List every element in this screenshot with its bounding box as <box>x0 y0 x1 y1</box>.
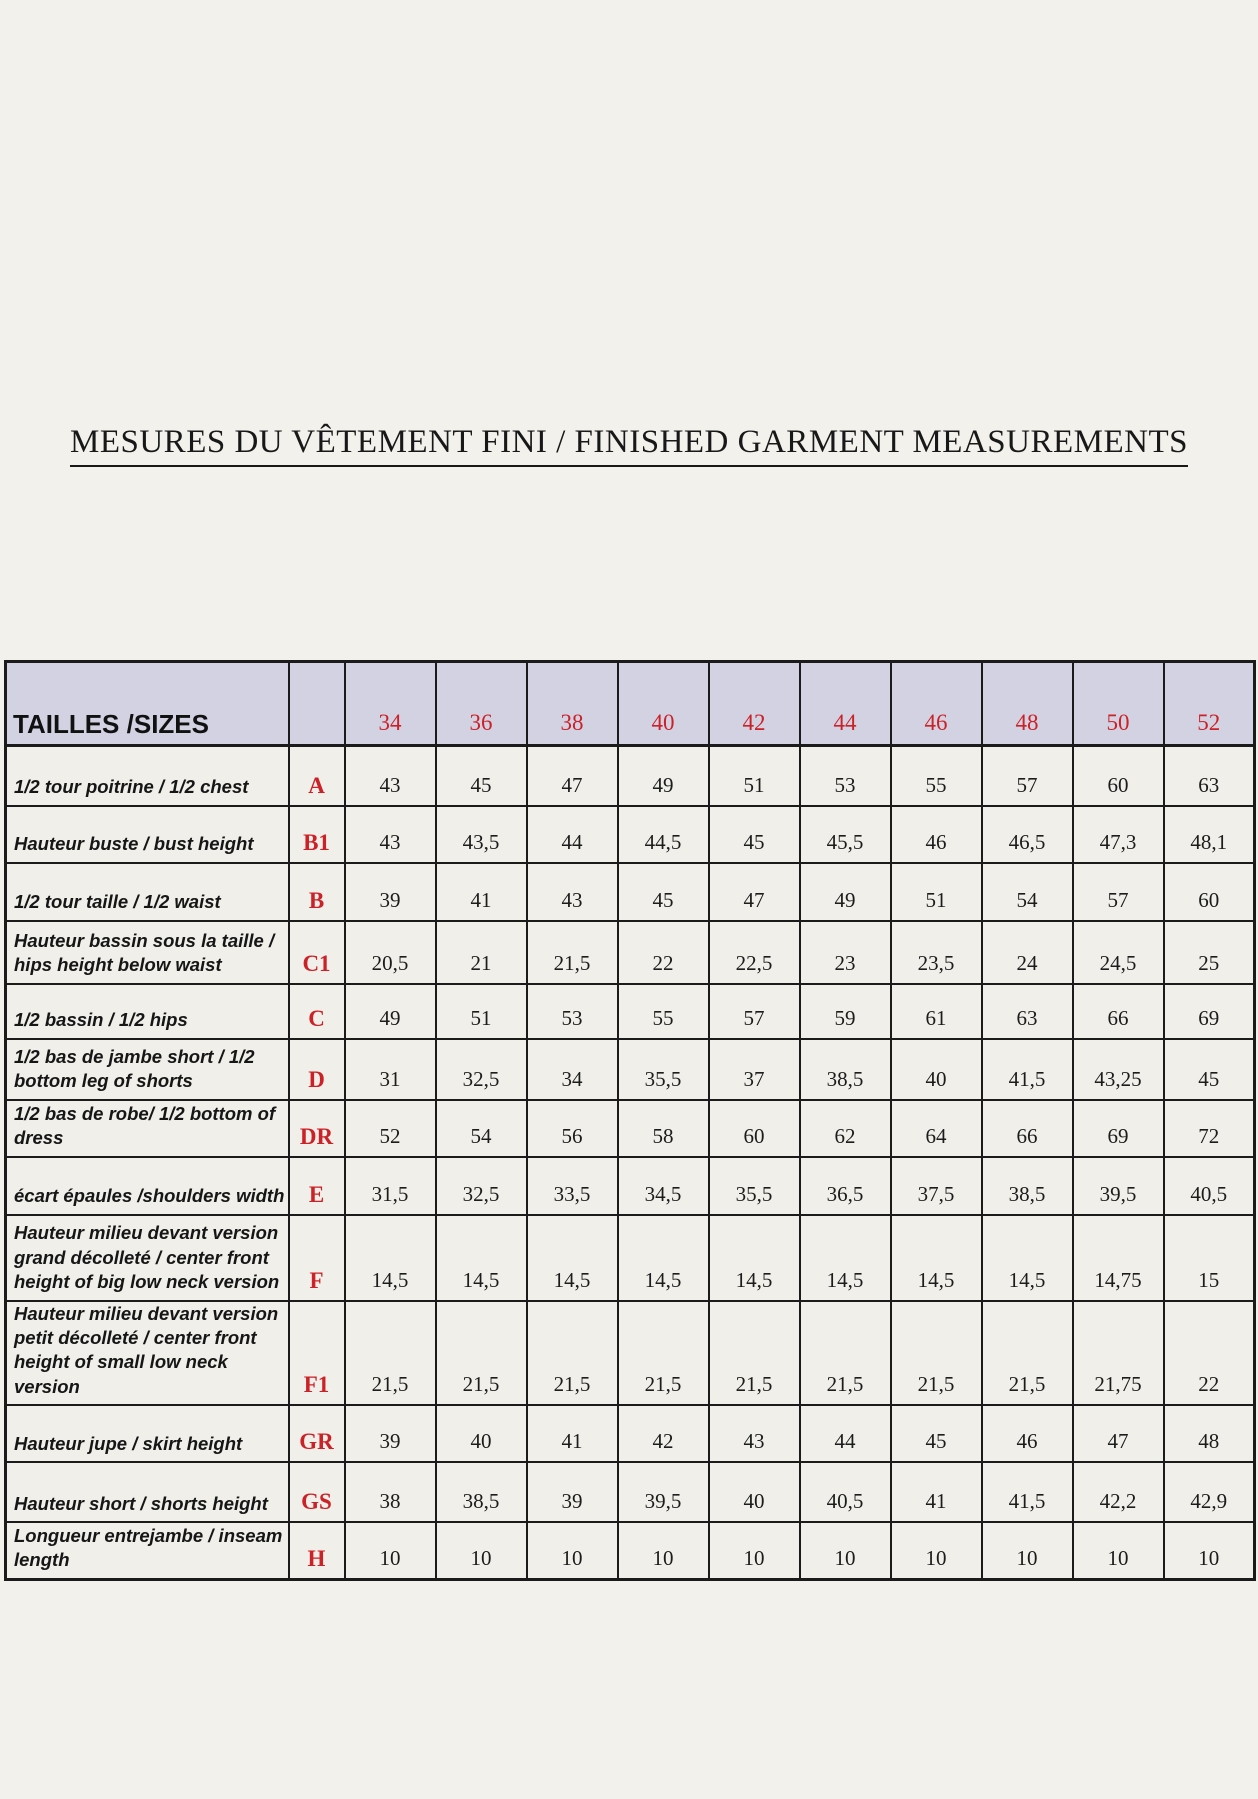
row-label: écart épaules /shoulders width <box>6 1157 289 1215</box>
row-code: B1 <box>289 806 345 863</box>
measurement-value: 47 <box>527 746 618 806</box>
row-code: GR <box>289 1405 345 1462</box>
measurement-value: 15 <box>1164 1215 1255 1301</box>
measurement-value: 21,5 <box>618 1301 709 1406</box>
table-row <box>6 1215 1255 1301</box>
row-label: Hauteur jupe / skirt height <box>6 1405 289 1462</box>
table-row <box>6 984 1255 1039</box>
measurement-value: 40 <box>891 1039 982 1100</box>
measurement-value: 57 <box>709 984 800 1039</box>
table-row <box>6 1100 1255 1157</box>
size-header: 40 <box>618 662 709 746</box>
measurement-value: 40 <box>436 1405 527 1462</box>
size-header: 44 <box>800 662 891 746</box>
size-header: 46 <box>891 662 982 746</box>
measurement-value: 56 <box>527 1100 618 1157</box>
measurement-value: 45 <box>618 863 709 921</box>
measurement-value: 66 <box>1073 984 1164 1039</box>
measurement-value: 41,5 <box>982 1039 1073 1100</box>
measurement-value: 49 <box>800 863 891 921</box>
measurement-value: 45 <box>891 1405 982 1462</box>
measurement-value: 44 <box>800 1405 891 1462</box>
measurement-value: 10 <box>527 1522 618 1579</box>
measurement-value: 41 <box>891 1462 982 1522</box>
measurement-value: 14,5 <box>527 1215 618 1301</box>
measurement-value: 55 <box>891 746 982 806</box>
measurement-value: 33,5 <box>527 1157 618 1215</box>
size-header: 38 <box>527 662 618 746</box>
measurement-value: 37 <box>709 1039 800 1100</box>
measurement-value: 43 <box>345 806 436 863</box>
measurement-value: 21,5 <box>709 1301 800 1406</box>
row-label: Longueur entrejambe / inseam length <box>6 1522 289 1579</box>
table-row <box>6 863 1255 921</box>
size-header: 50 <box>1073 662 1164 746</box>
measurement-value: 38,5 <box>436 1462 527 1522</box>
measurement-value: 58 <box>618 1100 709 1157</box>
measurement-value: 45 <box>1164 1039 1255 1100</box>
measurement-value: 62 <box>800 1100 891 1157</box>
measurement-value: 53 <box>800 746 891 806</box>
measurement-value: 21,5 <box>345 1301 436 1406</box>
measurement-value: 21,5 <box>527 1301 618 1406</box>
measurement-value: 10 <box>1073 1522 1164 1579</box>
measurement-value: 23 <box>800 921 891 984</box>
measurement-value: 21,5 <box>800 1301 891 1406</box>
measurement-value: 25 <box>1164 921 1255 984</box>
measurement-value: 22,5 <box>709 921 800 984</box>
row-label: Hauteur short / shorts height <box>6 1462 289 1522</box>
measurement-value: 22 <box>1164 1301 1255 1406</box>
measurement-value: 54 <box>436 1100 527 1157</box>
measurement-value: 42,9 <box>1164 1462 1255 1522</box>
measurement-value: 36,5 <box>800 1157 891 1215</box>
measurement-value: 14,75 <box>1073 1215 1164 1301</box>
measurement-value: 41 <box>436 863 527 921</box>
row-label: Hauteur milieu devant version grand décolleté / center front height of big low neck version <box>6 1215 289 1301</box>
row-code: E <box>289 1157 345 1215</box>
size-header: 34 <box>345 662 436 746</box>
table-row <box>6 1039 1255 1100</box>
measurement-value: 10 <box>345 1522 436 1579</box>
size-header: 36 <box>436 662 527 746</box>
measurement-value: 39 <box>345 863 436 921</box>
measurement-value: 60 <box>1073 746 1164 806</box>
measurement-value: 31 <box>345 1039 436 1100</box>
row-label: 1/2 tour poitrine / 1/2 chest <box>6 746 289 806</box>
measurement-value: 48,1 <box>1164 806 1255 863</box>
measurement-value: 38 <box>345 1462 436 1522</box>
measurement-value: 10 <box>891 1522 982 1579</box>
measurement-value: 52 <box>345 1100 436 1157</box>
measurement-value: 34 <box>527 1039 618 1100</box>
row-label: Hauteur buste / bust height <box>6 806 289 863</box>
measurement-value: 10 <box>1164 1522 1255 1579</box>
page-title: MESURES DU VÊTEMENT FINI / FINISHED GARMENT MEASUREMENTS <box>0 424 1258 467</box>
measurement-value: 38,5 <box>982 1157 1073 1215</box>
measurement-value: 24 <box>982 921 1073 984</box>
empty-header-cell <box>289 662 345 746</box>
measurement-value: 14,5 <box>709 1215 800 1301</box>
measurement-value: 34,5 <box>618 1157 709 1215</box>
measurement-value: 45 <box>709 806 800 863</box>
measurement-value: 45 <box>436 746 527 806</box>
measurement-value: 64 <box>891 1100 982 1157</box>
measurement-value: 49 <box>345 984 436 1039</box>
measurement-value: 46,5 <box>982 806 1073 863</box>
measurement-value: 43,5 <box>436 806 527 863</box>
measurement-value: 14,5 <box>982 1215 1073 1301</box>
table-row <box>6 1405 1255 1462</box>
measurement-value: 44,5 <box>618 806 709 863</box>
measurement-value: 41,5 <box>982 1462 1073 1522</box>
measurement-value: 31,5 <box>345 1157 436 1215</box>
measurement-value: 43 <box>709 1405 800 1462</box>
measurement-value: 51 <box>709 746 800 806</box>
measurement-value: 53 <box>527 984 618 1039</box>
measurement-value: 39,5 <box>1073 1157 1164 1215</box>
measurement-value: 63 <box>982 984 1073 1039</box>
size-header: 42 <box>709 662 800 746</box>
table-row <box>6 921 1255 984</box>
measurement-value: 45,5 <box>800 806 891 863</box>
measurement-value: 43 <box>527 863 618 921</box>
measurement-value: 60 <box>709 1100 800 1157</box>
measurement-value: 49 <box>618 746 709 806</box>
measurement-value: 37,5 <box>891 1157 982 1215</box>
measurement-table <box>4 660 1256 1581</box>
measurement-value: 32,5 <box>436 1039 527 1100</box>
row-code: C <box>289 984 345 1039</box>
table-row <box>6 1301 1255 1406</box>
measurement-value: 60 <box>1164 863 1255 921</box>
measurement-value: 43,25 <box>1073 1039 1164 1100</box>
measurement-value: 20,5 <box>345 921 436 984</box>
size-header: 52 <box>1164 662 1255 746</box>
measurement-value: 10 <box>800 1522 891 1579</box>
measurement-value: 51 <box>436 984 527 1039</box>
row-label: Hauteur milieu devant version petit décolleté / center front height of small low neck version <box>6 1301 289 1406</box>
measurement-value: 55 <box>618 984 709 1039</box>
row-code: GS <box>289 1462 345 1522</box>
measurement-value: 10 <box>436 1522 527 1579</box>
row-code: DR <box>289 1100 345 1157</box>
measurement-value: 35,5 <box>709 1157 800 1215</box>
measurement-value: 47 <box>709 863 800 921</box>
row-label: 1/2 bas de jambe short / 1/2 bottom leg of shorts <box>6 1039 289 1100</box>
measurement-value: 40,5 <box>1164 1157 1255 1215</box>
measurement-value: 32,5 <box>436 1157 527 1215</box>
table-row <box>6 806 1255 863</box>
measurement-value: 39 <box>527 1462 618 1522</box>
table-row <box>6 746 1255 806</box>
measurement-value: 47,3 <box>1073 806 1164 863</box>
measurement-value: 57 <box>982 746 1073 806</box>
measurement-value: 39 <box>345 1405 436 1462</box>
row-code: F1 <box>289 1301 345 1406</box>
measurement-value: 43 <box>345 746 436 806</box>
measurement-value: 61 <box>891 984 982 1039</box>
table-header-row <box>6 662 1255 746</box>
table-row <box>6 1522 1255 1579</box>
size-header: 48 <box>982 662 1073 746</box>
measurement-value: 59 <box>800 984 891 1039</box>
measurement-value: 38,5 <box>800 1039 891 1100</box>
row-code: C1 <box>289 921 345 984</box>
measurement-value: 42,2 <box>1073 1462 1164 1522</box>
measurement-value: 10 <box>709 1522 800 1579</box>
measurement-value: 46 <box>982 1405 1073 1462</box>
measurement-value: 21 <box>436 921 527 984</box>
measurement-value: 44 <box>527 806 618 863</box>
measurement-value: 57 <box>1073 863 1164 921</box>
row-label: 1/2 tour taille / 1/2 waist <box>6 863 289 921</box>
row-label: 1/2 bassin / 1/2 hips <box>6 984 289 1039</box>
measurement-value: 21,5 <box>982 1301 1073 1406</box>
row-code: F <box>289 1215 345 1301</box>
measurement-value: 63 <box>1164 746 1255 806</box>
measurement-value: 54 <box>982 863 1073 921</box>
measurement-value: 42 <box>618 1405 709 1462</box>
row-code: D <box>289 1039 345 1100</box>
measurement-value: 10 <box>982 1522 1073 1579</box>
measurement-value: 14,5 <box>891 1215 982 1301</box>
measurement-value: 46 <box>891 806 982 863</box>
measurement-value: 10 <box>618 1522 709 1579</box>
measurement-value: 14,5 <box>618 1215 709 1301</box>
measurement-value: 41 <box>527 1405 618 1462</box>
table-body <box>6 746 1255 1580</box>
measurement-value: 39,5 <box>618 1462 709 1522</box>
table-row <box>6 1157 1255 1215</box>
measurement-value: 40,5 <box>800 1462 891 1522</box>
table-row <box>6 1462 1255 1522</box>
measurement-value: 47 <box>1073 1405 1164 1462</box>
measurement-value: 51 <box>891 863 982 921</box>
measurement-value: 21,5 <box>891 1301 982 1406</box>
sizes-header-label: TAILLES /SIZES <box>6 662 289 746</box>
measurement-value: 35,5 <box>618 1039 709 1100</box>
row-label: 1/2 bas de robe/ 1/2 bottom of dress <box>6 1100 289 1157</box>
measurement-value: 72 <box>1164 1100 1255 1157</box>
measurement-value: 23,5 <box>891 921 982 984</box>
measurement-value: 21,5 <box>527 921 618 984</box>
measurement-value: 48 <box>1164 1405 1255 1462</box>
measurement-value: 24,5 <box>1073 921 1164 984</box>
measurement-value: 14,5 <box>800 1215 891 1301</box>
measurement-value: 69 <box>1073 1100 1164 1157</box>
row-code: H <box>289 1522 345 1579</box>
measurement-value: 40 <box>709 1462 800 1522</box>
row-code: B <box>289 863 345 921</box>
measurement-value: 21,75 <box>1073 1301 1164 1406</box>
row-label: Hauteur bassin sous la taille / hips height below waist <box>6 921 289 984</box>
measurement-value: 22 <box>618 921 709 984</box>
measurement-value: 14,5 <box>436 1215 527 1301</box>
row-code: A <box>289 746 345 806</box>
measurement-value: 21,5 <box>436 1301 527 1406</box>
measurement-value: 69 <box>1164 984 1255 1039</box>
measurement-value: 14,5 <box>345 1215 436 1301</box>
measurement-value: 66 <box>982 1100 1073 1157</box>
